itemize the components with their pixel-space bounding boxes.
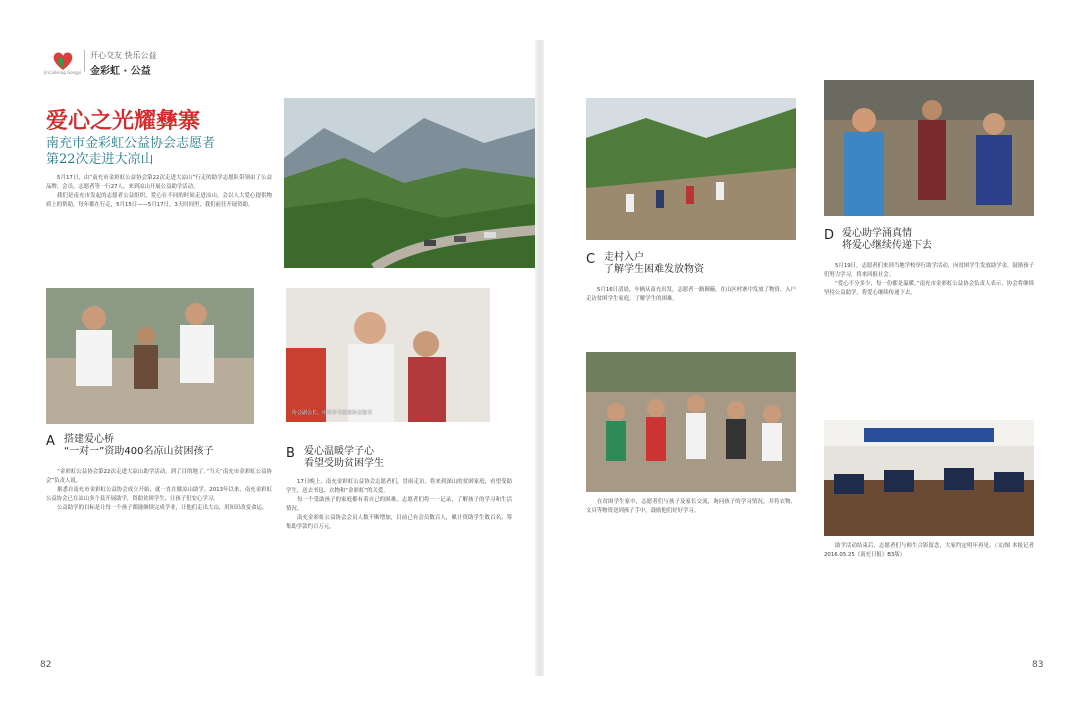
section-c-paragraph: 在贫困学生家中，志愿者们与孩子及家长交流，询问孩子的学习情况，并将衣物、文具等物资送到孩子手中，鼓励他们好好学习。 — [586, 499, 796, 514]
section-d-text-top — [824, 262, 1034, 412]
section-b-text — [286, 478, 512, 664]
magazine-spread — [30, 40, 1050, 676]
section-b-paragraph: 17日晚上，南充金彩虹公益协会志愿者们，冒雨走访，将来到深山的贫困家庭，看望受助学生，送去书包、衣物和“金彩虹”的关爱。 — [286, 479, 512, 494]
subtitle-line-1: 南充市金彩虹公益协会志愿者 — [46, 136, 216, 151]
photo-volunteers-greeting — [824, 80, 1034, 216]
section-b-title-line-2: 看望受助贫困学生 — [304, 458, 384, 469]
photo-distributing-supplies — [586, 352, 796, 492]
section-b-title — [304, 446, 384, 470]
section-d-paragraph: 5月19日，志愿者们来到当地学校举行助学活动，向贫困学生发放助学金，鼓励孩子们努力学习，将来回报社会。 — [824, 263, 1034, 278]
header-divider — [84, 50, 85, 72]
section-c-title-line-2: 了解学生困难发放物资 — [604, 264, 704, 275]
section-d-title-line-2: 将爱心继续传递下去 — [842, 240, 932, 251]
section-d-text-bottom — [824, 542, 1034, 664]
photo-caption: 协会副会长、南充市书法家协会秘书 — [292, 410, 373, 416]
header-slogan: 开心交友 快乐公益 — [90, 51, 157, 60]
section-d-paragraph: “爱心不分多少，每一份都是温暖。”南充市金彩虹公益协会负责人表示，协会将继续坚持公益助学，将爱心继续传递下去。 — [824, 281, 1034, 296]
section-b-paragraph: 南充金彩虹公益协会会员人数不断增加，目前已有会员数百人，累计资助学生数百名，筹集助学款约百万元。 — [286, 515, 512, 530]
section-b-paragraph: 每一个受助孩子的家庭都有着自己的困难，志愿者们将一一记录，了解孩子的学习和生活情况。 — [286, 497, 512, 512]
section-a-title-line-1: 搭建爱心桥 — [64, 434, 114, 445]
logo-caption: JinCaiHong Gongyi — [44, 70, 82, 75]
section-c-text-bottom — [586, 498, 796, 664]
section-a-title — [64, 434, 213, 458]
section-c-letter: C — [586, 252, 596, 267]
section-a-paragraph: “金彩虹公益协会第22次走进大凉山助学活动，到了目的地了。”当天“南充市金彩虹公益协会”负责人说。 — [46, 469, 272, 484]
photo-volunteers-with-child — [46, 288, 254, 424]
section-a-letter: A — [46, 434, 55, 449]
section-c-paragraph: 5月16日清晨，车辆从南充出发，志愿者一路颠簸，在山区村寨中发放了物资，入户走访贫困学生家庭，了解学生的困难。 — [586, 287, 796, 302]
section-d-paragraph: 助学活动结束后，志愿者们与师生合影留念，大家约定明年再见。（文/图 本报记者 2016.05.25《南充日报》B3版） — [824, 543, 1034, 558]
section-c-title-line-1: 走村入户 — [604, 252, 644, 263]
subtitle-line-2: 第22次走进大凉山 — [46, 152, 154, 167]
intro-text — [46, 174, 272, 282]
section-a-text — [46, 468, 272, 664]
intro-paragraph: 我们是南充市发起的志愿者公益组织，爱心在不同的时间走进凉山，会以人大爱心提供物质上的帮助，每年都在行走，5月15日——5月17日，3天时间里，我们前往开展资助。 — [46, 193, 272, 208]
section-d-title — [842, 228, 932, 252]
photo-school-auditorium — [824, 420, 1034, 536]
left-page — [30, 40, 536, 676]
section-c-text-top — [586, 286, 796, 346]
section-b-letter: B — [286, 446, 295, 461]
section-d-letter: D — [824, 228, 835, 243]
photo-mountain-road — [284, 98, 536, 268]
photo-volunteer-with-student — [286, 288, 490, 422]
section-a-paragraph: 公益助学的目标是让每一个孩子都能继续完成学业，让他们走出大山，用知识改变命运。 — [57, 505, 268, 512]
article-subtitle — [46, 136, 276, 168]
intro-paragraph: 5月17日，由“南充市金彩虹公益协会第22次走进大凉山”行走的助学志愿队带领由了公益品牌。会员、志愿者等一行27人，来到凉山开展公益助学活动。 — [46, 175, 272, 190]
photo-hillside-walk — [586, 98, 796, 240]
section-a-title-line-2: “一对一”资助400名凉山贫困孩子 — [64, 446, 214, 457]
section-b-title-line-1: 爱心温暖学子心 — [304, 446, 374, 457]
page-number-left: 82 — [40, 660, 52, 670]
header-column-title: 金彩虹 · 公益 — [90, 66, 151, 77]
section-c-title — [604, 252, 704, 276]
section-a-paragraph: 据悉自南充市金彩虹公益协会成立开始，就一直在做凉山助学。2013年以来，南充金彩虹公益协会已在凉山多个县开展助学，资助贫困学生，让孩子们安心学习。 — [46, 487, 272, 502]
section-d-title-line-1: 爱心助学涌真情 — [842, 228, 912, 239]
right-page — [544, 40, 1050, 676]
page-number-right: 83 — [1032, 660, 1044, 670]
article-title: 爱心之光耀彝寨 — [46, 108, 201, 134]
